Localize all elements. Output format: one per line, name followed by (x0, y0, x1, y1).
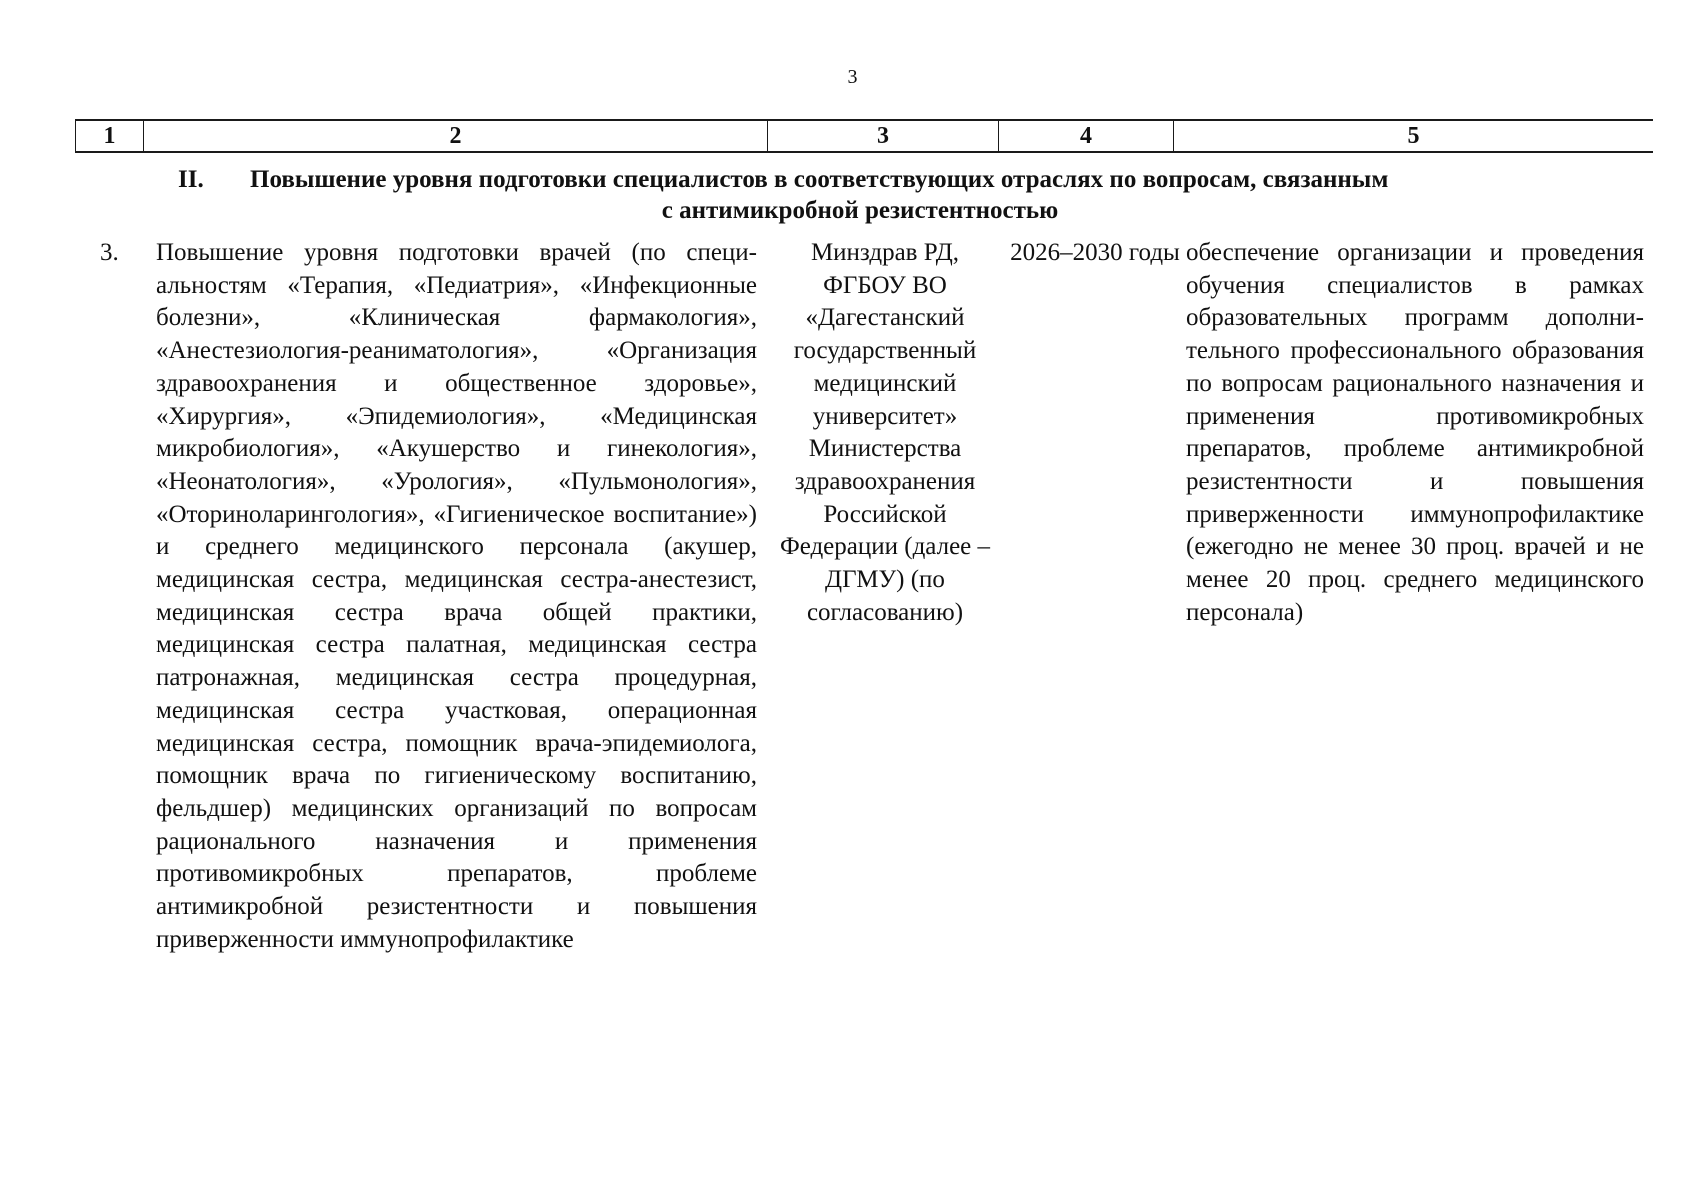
section-number: II. (178, 166, 204, 193)
section-title-line1: Повышение уровня подготовки специалистов в соответствующих отраслях по вопросам, связанным (250, 166, 1389, 193)
row-number: 3. (100, 239, 119, 266)
column-number-3: 3 (768, 121, 999, 151)
result-text: обеспечение организации и проведения обучения специалистов в рамках образовательных программ дополнительного профессионального образования по вопросам рационального назначения и применения противомикробных препаратов, проблеме антимикробной резистентности и повышения приверженности иммунопрофилактике (ежегодно не менее 30 проц. врачей и не менее 20 проц. среднего медицинского персонала) (1186, 239, 1644, 626)
measure-text: Повышение уровня подготовки врачей (по специальностям «Терапия, «Педиатрия», «Инфекционные болезни», «Клиническая фармакология», «Анестезиология-реаниматология», «Организация здравоохранения и общественное здоровье», «Хирургия», «Эпидемиология», «Медицинская микробиология», «Акушерство и гинекология», «Неонатология», «Урология», «Пульмонология», «Оториноларингология», «Гигиеническое воспитание») и среднего медицинского персонала (акушер, медицинская сестра, медицинская сестра-анестезист, медицинская сестра врача общей практики, медицинская сестра палатная, медицинская сестра патронажная, медицинская сестра процедурная, медицинская сестра участковая, операционная медицинская сестра, помощник врача-эпидемиолога, помощник врача по гигиеническому воспитанию, фельдшер) медицинских организаций по вопросам рационального назначения и применения противомикробных препаратов, проблеме антимикробной резистентности и повышения приверженности иммунопрофилактике (156, 239, 757, 953)
section-title-line2: с антимикробной резистентностью (661, 197, 1059, 224)
column-number-5: 5 (1407, 123, 1420, 149)
table-header-row (75, 119, 1653, 153)
column-number-1: 1 (75, 121, 144, 151)
column-number-4: 4 (999, 121, 1174, 151)
responsible-text: Минздрав РД, ФГБОУ ВО «Дагестанский государственный медицинский университет» Министерства здравоохранения Российской Федерации (далее – ДГМУ) (по согласованию) (779, 239, 991, 626)
column-number-2: 2 (144, 121, 768, 151)
page-number: 3 (847, 66, 858, 88)
period-text: 2026–2030 годы (1010, 239, 1180, 266)
